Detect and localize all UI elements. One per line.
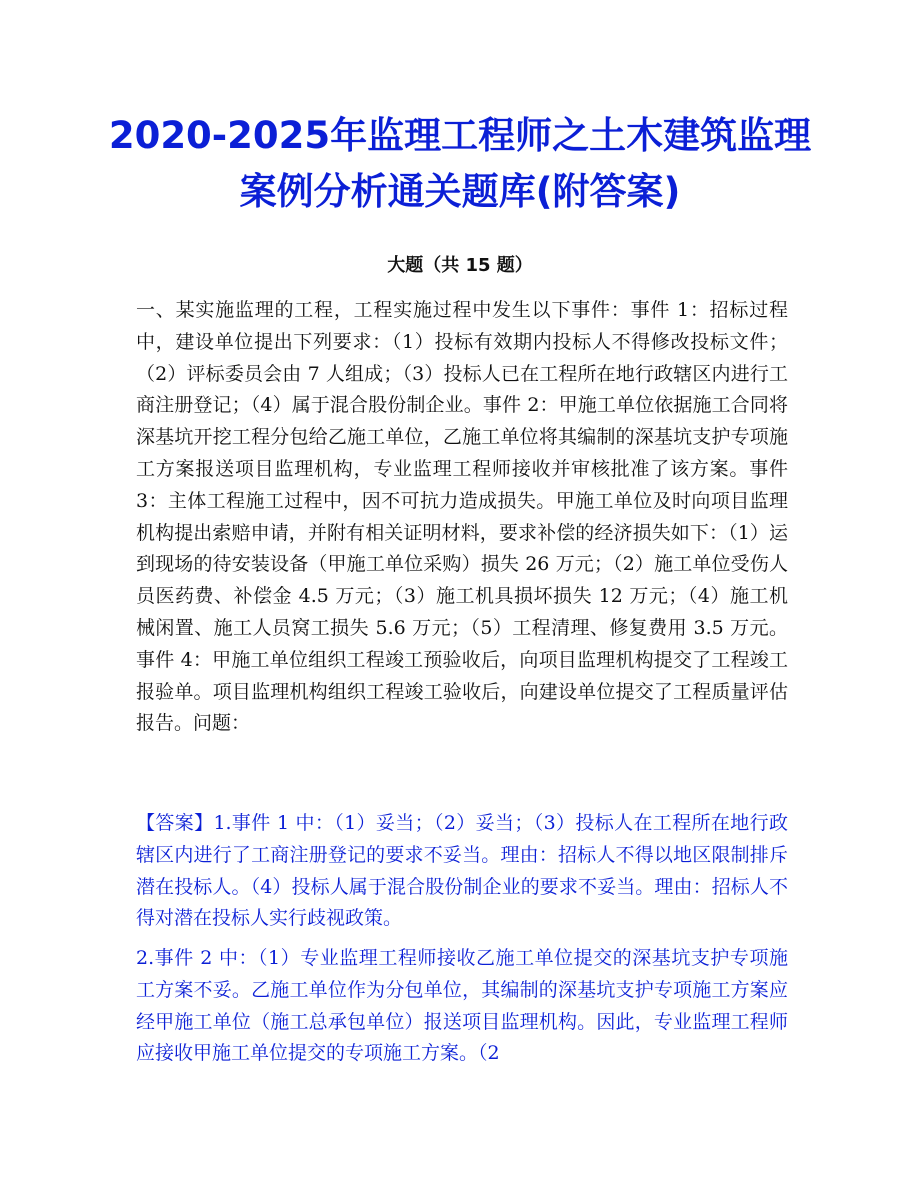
answer-paragraph-2	[136, 943, 788, 1070]
document-title	[60, 108, 860, 220]
section-heading: 大题（共 15 题）	[387, 255, 533, 276]
question-text: 一、某实施监理的工程，工程实施过程中发生以下事件：事件 1：招标过程中，建设单位提出下列要求：（1）投标有效期内投标人不得修改投标文件；（2）评标委员会由 7 人组成；（3）投标人已在工程所在地行政辖区内进行工商注册登记；（4）属于混合股份制企业。事件 2：甲施工单位依据施工合同将深基坑开挖工程分包给乙施工单位，乙施工单位将其编制的深基坑支护专项施工方案报送项目监理机构，专业监理工程师接收并审核批准了该方案。事件 3：主体工程施工过程中，因不可抗力造成损失。甲施工单位及时向项目监理机构提出索赔申请，并附有相关证明材料，要求补偿的经济损失如下：（1）运到现场的待安装设备（甲施工单位采购）损失 26 万元；（2）施工单位受伤人员医药费、补偿金 4.5 万元；（3）施工机具损坏损失 12 万元；（4）施工机械闲置、施工人员窝工损失 5.6 万元；（5）工程清理、修复费用 3.5 万元。事件 4：甲施工单位组织工程竣工预验收后，向项目监理机构提交了工程竣工报验单。项目监理机构组织工程竣工验收后，向建设单位提交了工程质量评估报告。问题：	[136, 299, 788, 735]
answer-part-2: 2.事件 2 中：（1）专业监理工程师接收乙施工单位提交的深基坑支护专项施工方案不妥。乙施工单位作为分包单位，其编制的深基坑支护专项施工方案应经甲施工单位（施工总承包单位）报送项目监理机构。因此，专业监理工程师应接收甲施工单位提交的专项施工方案。（2	[136, 947, 788, 1065]
title-line-2: 案例分析通关题库(附答案)	[239, 170, 681, 213]
answer-paragraph-1	[136, 808, 788, 935]
title-line-1: 2020-2025年监理工程师之土木建筑监理	[108, 114, 812, 157]
answer-part-1: 1.事件 1 中：（1）妥当；（2）妥当；（3）投标人在工程所在地行政辖区内进行了工商注册登记的要求不妥当。理由：招标人不得以地区限制排斥潜在投标人。（4）投标人属于混合股份制企业的要求不妥当。理由：招标人不得对潜在投标人实行歧视政策。	[136, 812, 788, 930]
answer-tag: 【答案】	[136, 812, 214, 834]
